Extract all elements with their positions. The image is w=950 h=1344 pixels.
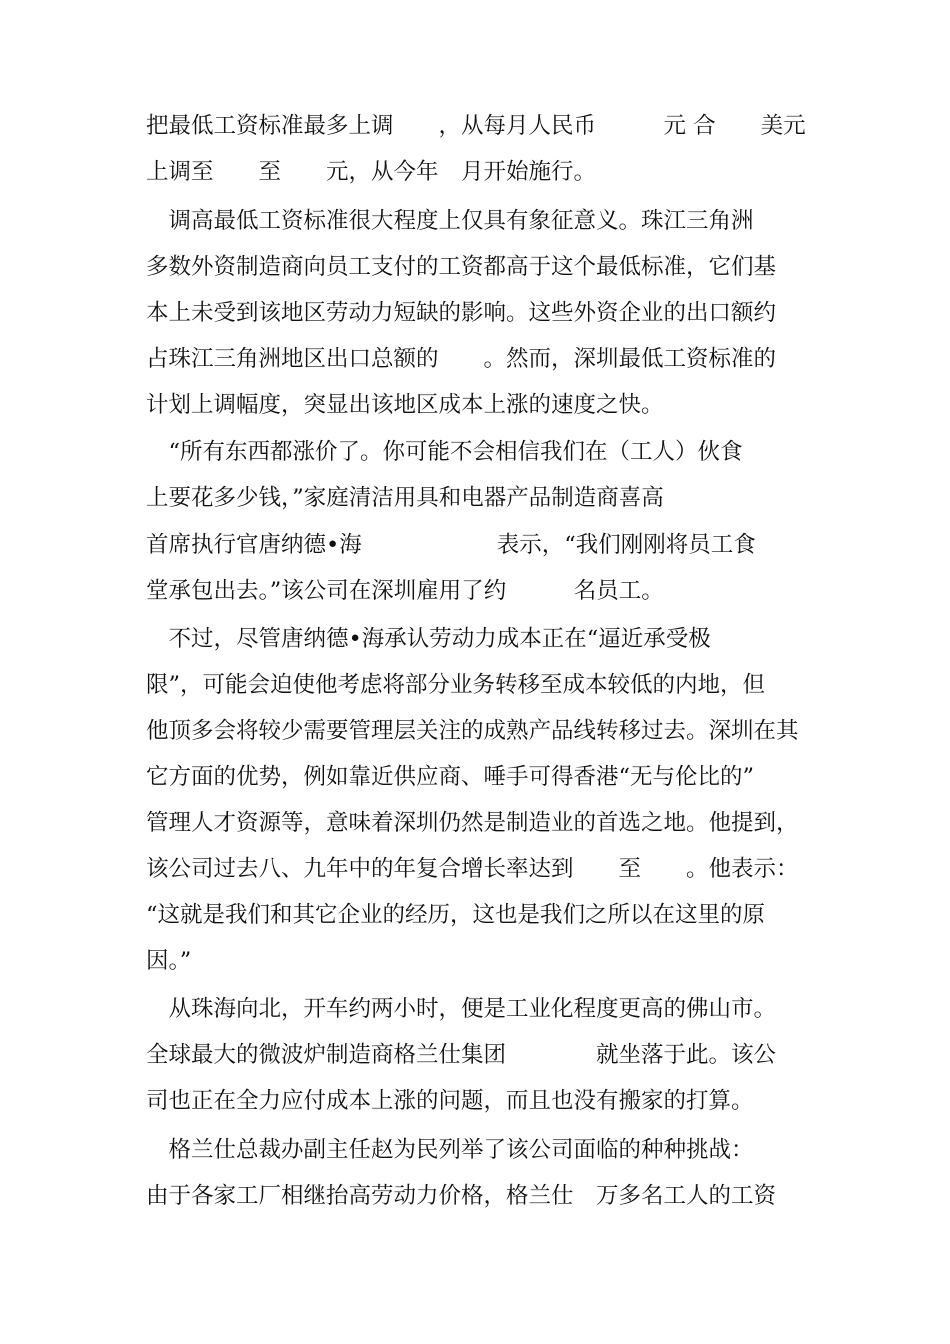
- text-line: 管理人才资源等，意味着深圳仍然是制造业的首选之地。他提到，: [146, 810, 799, 836]
- text-line: 占珠江三角洲地区出口总额的 。然而，深圳最低工资标准的: [146, 346, 777, 372]
- text-line: 多数外资制造商向员工支付的工资都高于这个最低标准，它们基: [146, 254, 777, 280]
- text-line: 堂承包出去。”该公司在深圳雇用了约 名员工。: [146, 578, 664, 604]
- text-line: “这就是我们和其它企业的经历，这也是我们之所以在这里的原: [146, 902, 766, 928]
- text-line: 限”，可能会迫使他考虑将部分业务转移至成本较低的内地，但: [146, 672, 766, 698]
- text-line: 首席执行官唐纳德•海 表示，“我们刚刚将员工食: [146, 532, 756, 558]
- text-line: 他顶多会将较少需要管理层关注的成熟产品线转移过去。深圳在其: [146, 718, 799, 744]
- text-line: 把最低工资标准最多上调 ，从每月人民币 元 合 美元: [146, 113, 806, 139]
- text-line: 上调至 至 元，从今年 月开始施行。: [146, 159, 597, 185]
- text-line: 调高最低工资标准很大程度上仅具有象征意义。珠江三角洲: [146, 208, 754, 234]
- text-line: 该公司过去八、九年中的年复合增长率达到 至 。他表示：: [146, 856, 799, 882]
- text-line: 本上未受到该地区劳动力短缺的影响。这些外资企业的出口额约: [146, 300, 777, 326]
- text-line: 从珠海向北，开车约两小时，便是工业化程度更高的佛山市。: [146, 996, 777, 1022]
- text-line: 因。”: [146, 948, 192, 974]
- text-line: 它方面的优势，例如靠近供应商、唾手可得香港“无与伦比的”: [146, 764, 755, 790]
- text-line: 全球最大的微波炉制造商格兰仕集团 就坐落于此。该公: [146, 1042, 777, 1068]
- text-line: 上要花多少钱，”家庭清洁用具和电器产品制造商喜高: [146, 485, 664, 511]
- text-line: 格兰仕总裁办副主任赵为民列举了该公司面临的种种挑战：: [146, 1137, 754, 1163]
- text-line: 司也正在全力应付成本上涨的问题，而且也没有搬家的打算。: [146, 1088, 754, 1114]
- text-line: 不过，尽管唐纳德•海承认劳动力成本正在“逼近承受极: [146, 626, 711, 652]
- text-line: 由于各家工厂相继抬高劳动力价格，格兰仕 万多名工人的工资: [146, 1183, 777, 1209]
- text-line: “所有东西都涨价了。你可能不会相信我们在（工人）伙食: [146, 439, 743, 465]
- text-line: 计划上调幅度，突显出该地区成本上涨的速度之快。: [146, 392, 664, 418]
